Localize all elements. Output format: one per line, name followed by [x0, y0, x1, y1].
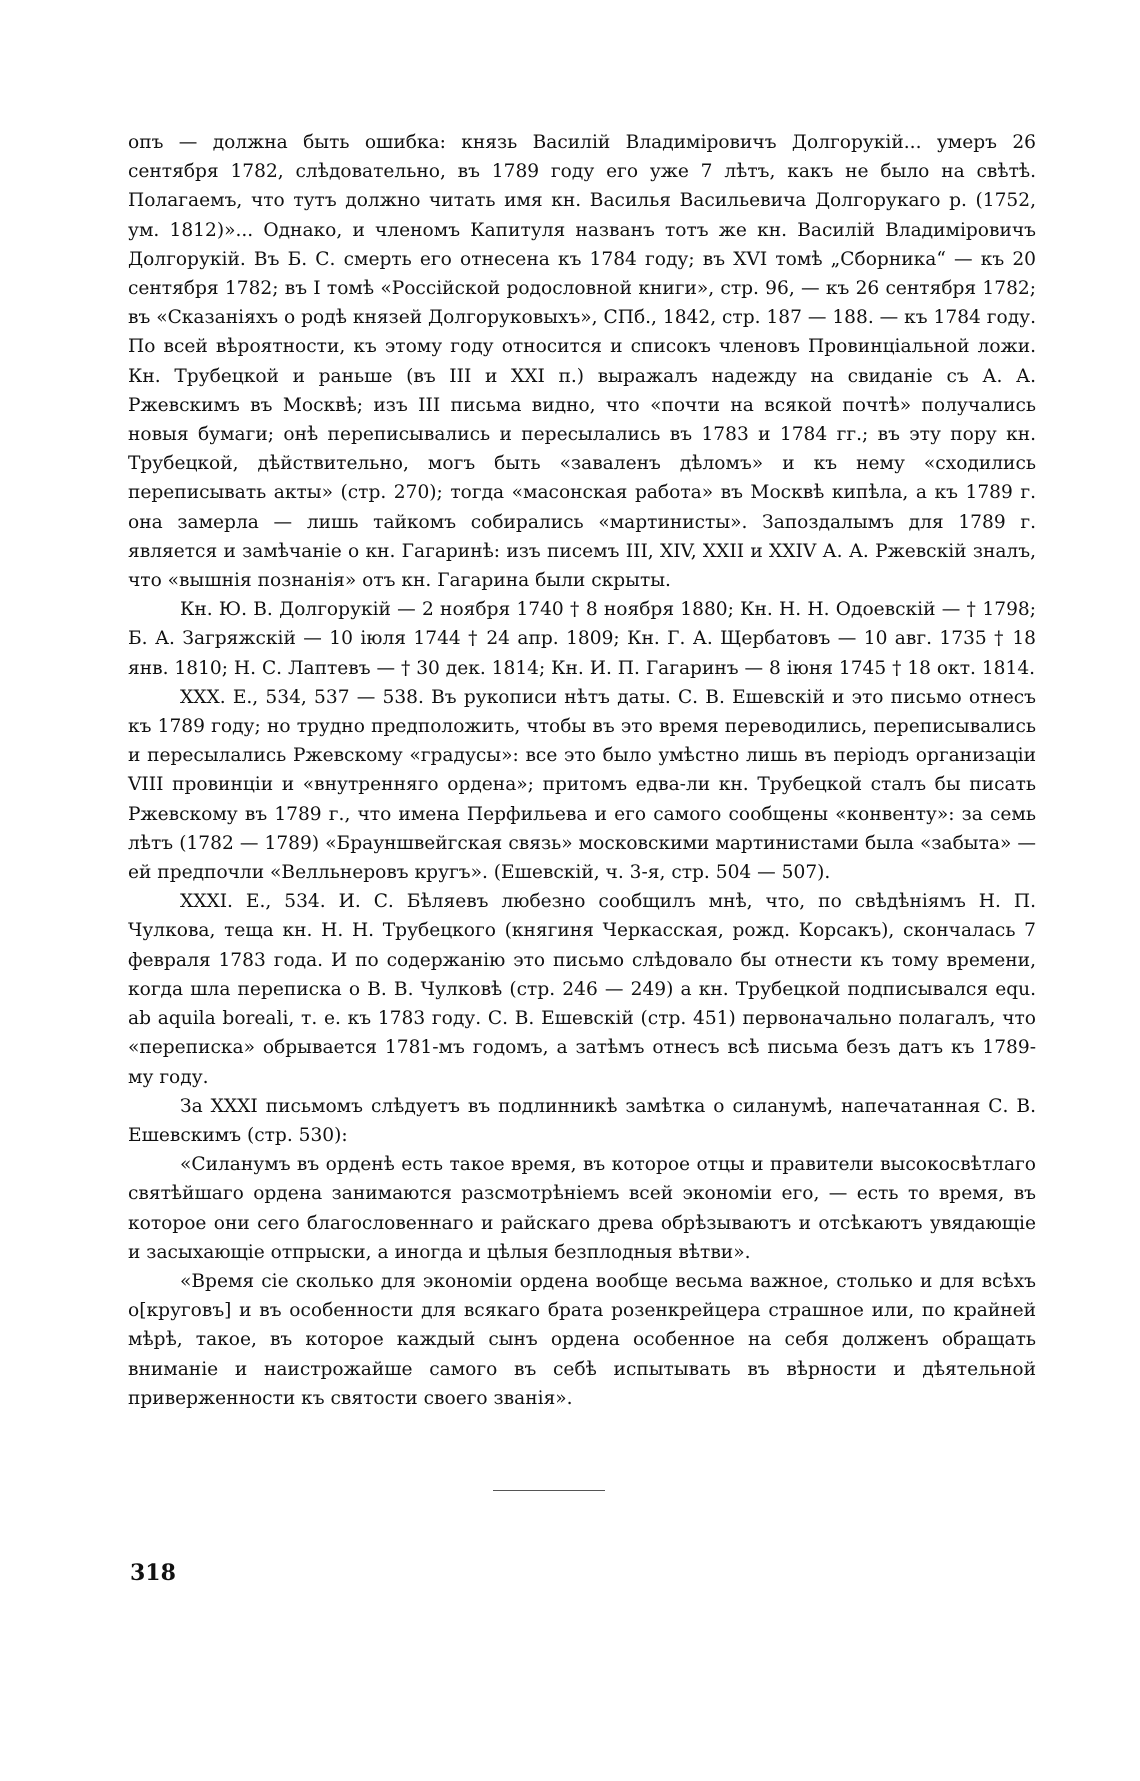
page-number: 318 [130, 1560, 176, 1586]
paragraph-letter-xxx: XXX. Е., 534, 537 — 538. Въ рукописи нѣтъ даты. С. В. Ешевскій и это письмо отнесъ къ 1789 году; но трудно предположить, чтобы въ это время переводились, переписывались и пересылались Ржевскому «градусы»: все это было умѣстно лишь въ періодъ организаціи VIII провинціи и «внутренняго ордена»; притомъ едва-ли кн. Трубецкой сталъ бы писать Ржевскому въ 1789 г., что имена Перфильева и его самого сообщены «конвенту»: за семь лѣтъ (1782 — 1789) «Брауншвейгская связь» московскими мартинистами была «забыта» — ей предпочли «Велльнеровъ кругъ». (Ешевскій, ч. 3-я, стр. 504 — 507). [128, 686, 1036, 884]
paragraph-letter-xxxi: XXXI. Е., 534. И. С. Бѣляевъ любезно сообщилъ мнѣ, что, по свѣдѣніямъ Н. П. Чулкова, теща кн. Н. Н. Трубецкого (княгиня Черкасская, рожд. Корсакъ), скончалась 7 февраля 1783 года. И по содержанію это письмо слѣдовало бы отнести къ тому времени, когда шла переписка о В. В. Чулковѣ (стр. 246 — 249) а кн. Трубецкой подписывался equ. ab aquila boreali, т. е. къ 1783 году. С. В. Ешевскій (стр. 451) первоначально полагалъ, что «переписка» обрывается 1781-мъ годомъ, а затѣмъ отнесъ всѣ письма безъ датъ къ 1789-му году. [128, 891, 1036, 1088]
paragraph-silanum-note: За XXXI письмомъ слѣдуетъ въ подлинникѣ замѣтка о силанумѣ, напечатанная С. В. Ешевскимъ (стр. 530): [128, 1095, 1036, 1146]
paragraph-silanum-quote-2: «Время сіе сколько для экономіи ордена вообще весьма важное, столько и для всѣхъ о[круговъ] и въ особенности для всякаго брата розенкрейцера страшное или, по крайней мѣрѣ, такое, въ которое каждый сынъ ордена особенное на себя долженъ обращать вниманіе и наистрожайше самого въ себѣ испытывать въ вѣрности и дѣятельной приверженности къ святости своего званія». [128, 1270, 1036, 1409]
page-body [128, 128, 1036, 1413]
paragraph-silanum-quote-1: «Силанумъ въ орденѣ есть такое время, въ которое отцы и правители высокосвѣтлаго святѣйшаго ордена занимаются разсмотрѣніемъ всей экономіи его, — есть то время, въ которое они сего благословеннаго и райскаго древа обрѣзываютъ и отсѣкаютъ увядающіе и засыхающіе отпрыски, а иногда и цѣлыя безплодныя вѣтви». [128, 1154, 1036, 1263]
section-end-rule [493, 1490, 605, 1491]
paragraph-member-dates: Кн. Ю. В. Долгорукій — 2 ноября 1740 † 8 ноября 1880; Кн. Н. Н. Одоевскій — † 1798; Б. А. Загряжскій — 10 іюля 1744 † 24 апр. 1809; Кн. Г. А. Щербатовъ — 10 авг. 1735 † 18 янв. 1810; Н. С. Лаптевъ — † 30 дек. 1814; Кн. И. П. Гагаринъ — 8 іюня 1745 † 18 окт. 1814. [128, 599, 1036, 679]
paragraph-commentary-dolgorukov: опъ — должна быть ошибка: князь Василій Владиміровичъ Долгорукій... умеръ 26 сентября 1782, слѣдовательно, въ 1789 году его уже 7 лѣтъ, какъ не было на свѣтѣ. Полагаемъ, что тутъ должно читать имя кн. Василья Васильевича Долгорукаго р. (1752, ум. 1812)»... Однако, и членомъ Капитуля названъ тотъ же кн. Василій Владиміровичъ Долгорукій. Въ Б. С. смерть его отнесена къ 1784 году; въ XVI томѣ „Сборника“ — къ 20 сентября 1782; въ I томѣ «Россійской родословной книги», стр. 96, — къ 26 сентября 1782; въ «Сказаніяхъ о родѣ князей Долгоруковыхъ», СПб., 1842, стр. 187 — 188. — къ 1784 году. По всей вѣроятности, къ этому году относится и списокъ членовъ Провинціальной ложи. Кн. Трубецкой и раньше (въ III и XXI п.) выражалъ надежду на свиданіе съ А. А. Ржевскимъ въ Москвѣ; изъ III письма видно, что «почти на всякой почтѣ» получались новыя бумаги; онѣ переписывались и пересылались въ 1783 и 1784 гг.; въ эту пору кн. Трубецкой, дѣйствительно, могъ быть «заваленъ дѣломъ» и къ нему «сходились переписывать акты» (стр. 270); тогда «масонская работа» въ Москвѣ кипѣла, а къ 1789 г. она замерла — лишь тайкомъ собирались «мартинисты». Запоздалымъ для 1789 г. является и замѣчаніе о кн. Гагаринѣ: изъ писемъ III, XIV, XXII и XXIV А. А. Ржевскій зналъ, что «вышнія познанія» отъ кн. Гагарина были скрыты. [128, 132, 1036, 592]
